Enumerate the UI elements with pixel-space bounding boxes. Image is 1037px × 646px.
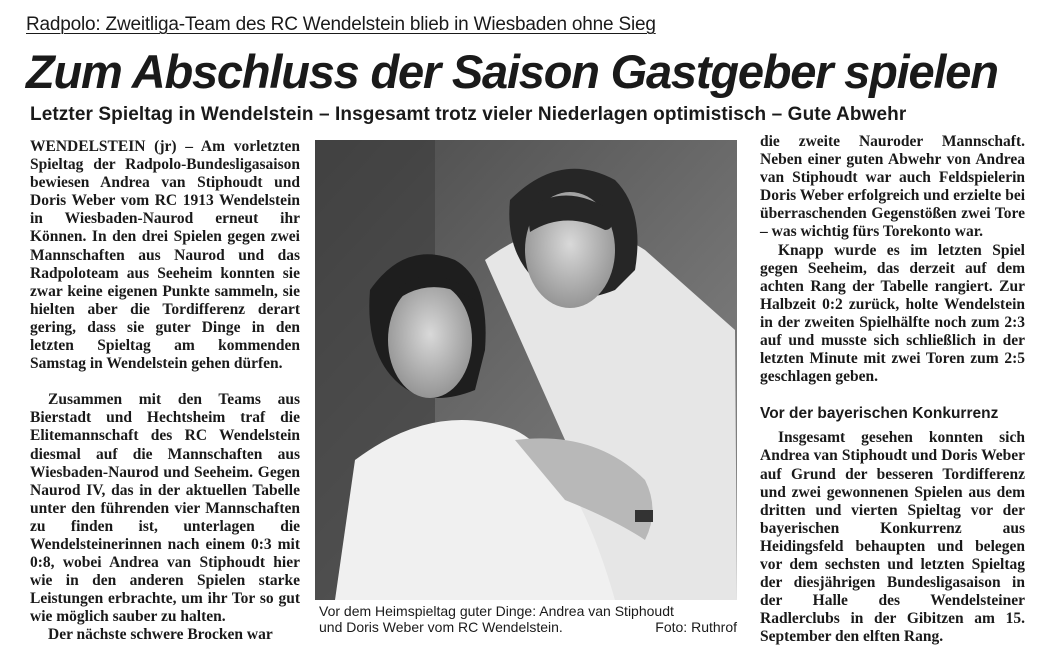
- article-subheadline: Letzter Spieltag in Wendelstein – Insgesamt trotz vieler Niederlagen optimistisch – Gute Abwehr: [30, 104, 907, 125]
- paragraph: Der nächste schwere Brocken war: [48, 626, 273, 644]
- photo-credit: Foto: Ruthrof: [655, 619, 737, 635]
- caption-line: und Doris Weber vom RC Wendelstein.: [319, 619, 563, 635]
- photo-caption: [319, 603, 737, 635]
- article-column-left: [30, 138, 300, 645]
- article-kicker: Radpolo: Zweitliga-Team des RC Wendelstein blieb in Wiesbaden ohne Sieg: [26, 14, 656, 35]
- article-photo: [315, 140, 737, 600]
- caption-line: Vor dem Heimspieltag guter Dinge: Andrea van Stiphoudt: [319, 603, 674, 619]
- article-headline: Zum Abschluss der Saison Gastgeber spielen: [26, 45, 998, 98]
- section-subheading: Vor der bayerischen Konkurrenz: [760, 405, 999, 423]
- paragraph: Insgesamt gesehen konnten sich Andrea van Stiphoudt und Doris Weber auf Grund der besseren Tordifferenz und zwei gewonnenen Spielen aus dem dritten und vierten Spieltag vor der bayerischen Konkurrenz aus Heidingsfeld behaupten und belegen vor dem sechsten und letzten Spieltag der diesjährigen Bundesligasaison in der Halle des Wendelsteiner Radlerclubs in der Gibitzen am 15. September den elften Rang.: [760, 429, 1025, 646]
- article-column-right: [760, 133, 1025, 646]
- paragraph: Knapp wurde es im letzten Spiel gegen Seeheim, das derzeit auf dem achten Rang der Tabelle rangiert. Zur Halbzeit 0:2 zurück, holte Wendelstein in der zweiten Spielhälfte noch zum 2:3 auf und musste sich schließlich in der letzten Minute mit zwei Toren zum 2:5 geschlagen geben.: [760, 241, 1025, 386]
- photo-image: [315, 140, 737, 600]
- paragraph: Zusammen mit den Teams aus Bierstadt und Hechtsheim traf die Elitemannschaft des RC Wendelstein diesmal auf die Mannschaften aus Wiesbaden-Naurod und Seeheim. Gegen Naurod IV, das in der aktuellen Tabelle unter den führenden vier Mannschaften zu finden ist, unterlagen die Wendelsteinerinnen nach einem 0:3 mit 0:8, wobei Andrea van Stiphoudt hier wie in den anderen Spielen starke Leistungen erbrachte, um ihr Tor so gut wie möglich sauber zu halten.: [30, 391, 300, 626]
- paragraph: die zweite Nauroder Mannschaft. Neben einer guten Abwehr von Andrea van Stiphoudt war auch Feldspielerin Doris Weber erfolgreich und erzielte bei überraschenden Gegenstößen zwei Tore – was wichtig fürs Torekonto war.: [760, 133, 1025, 241]
- paragraph: WENDELSTEIN (jr) – Am vorletzten Spieltag der Radpolo-Bundesligasaison bewiesen Andrea van Stiphoudt und Doris Weber vom RC 1913 Wendelstein in Wiesbaden-Naurod erneut ihr Können. In den drei Spielen gegen zwei Mannschaften aus Naurod und das Radpoloteam aus Seeheim konnten sie zwar keine eigenen Punkte sammeln, sie hielten aber die Tordifferenz derart gering, dass sie guter Dinge in den letzten Spieltag am kommenden Samstag in Wendelstein gehen dürfen.: [30, 138, 300, 373]
